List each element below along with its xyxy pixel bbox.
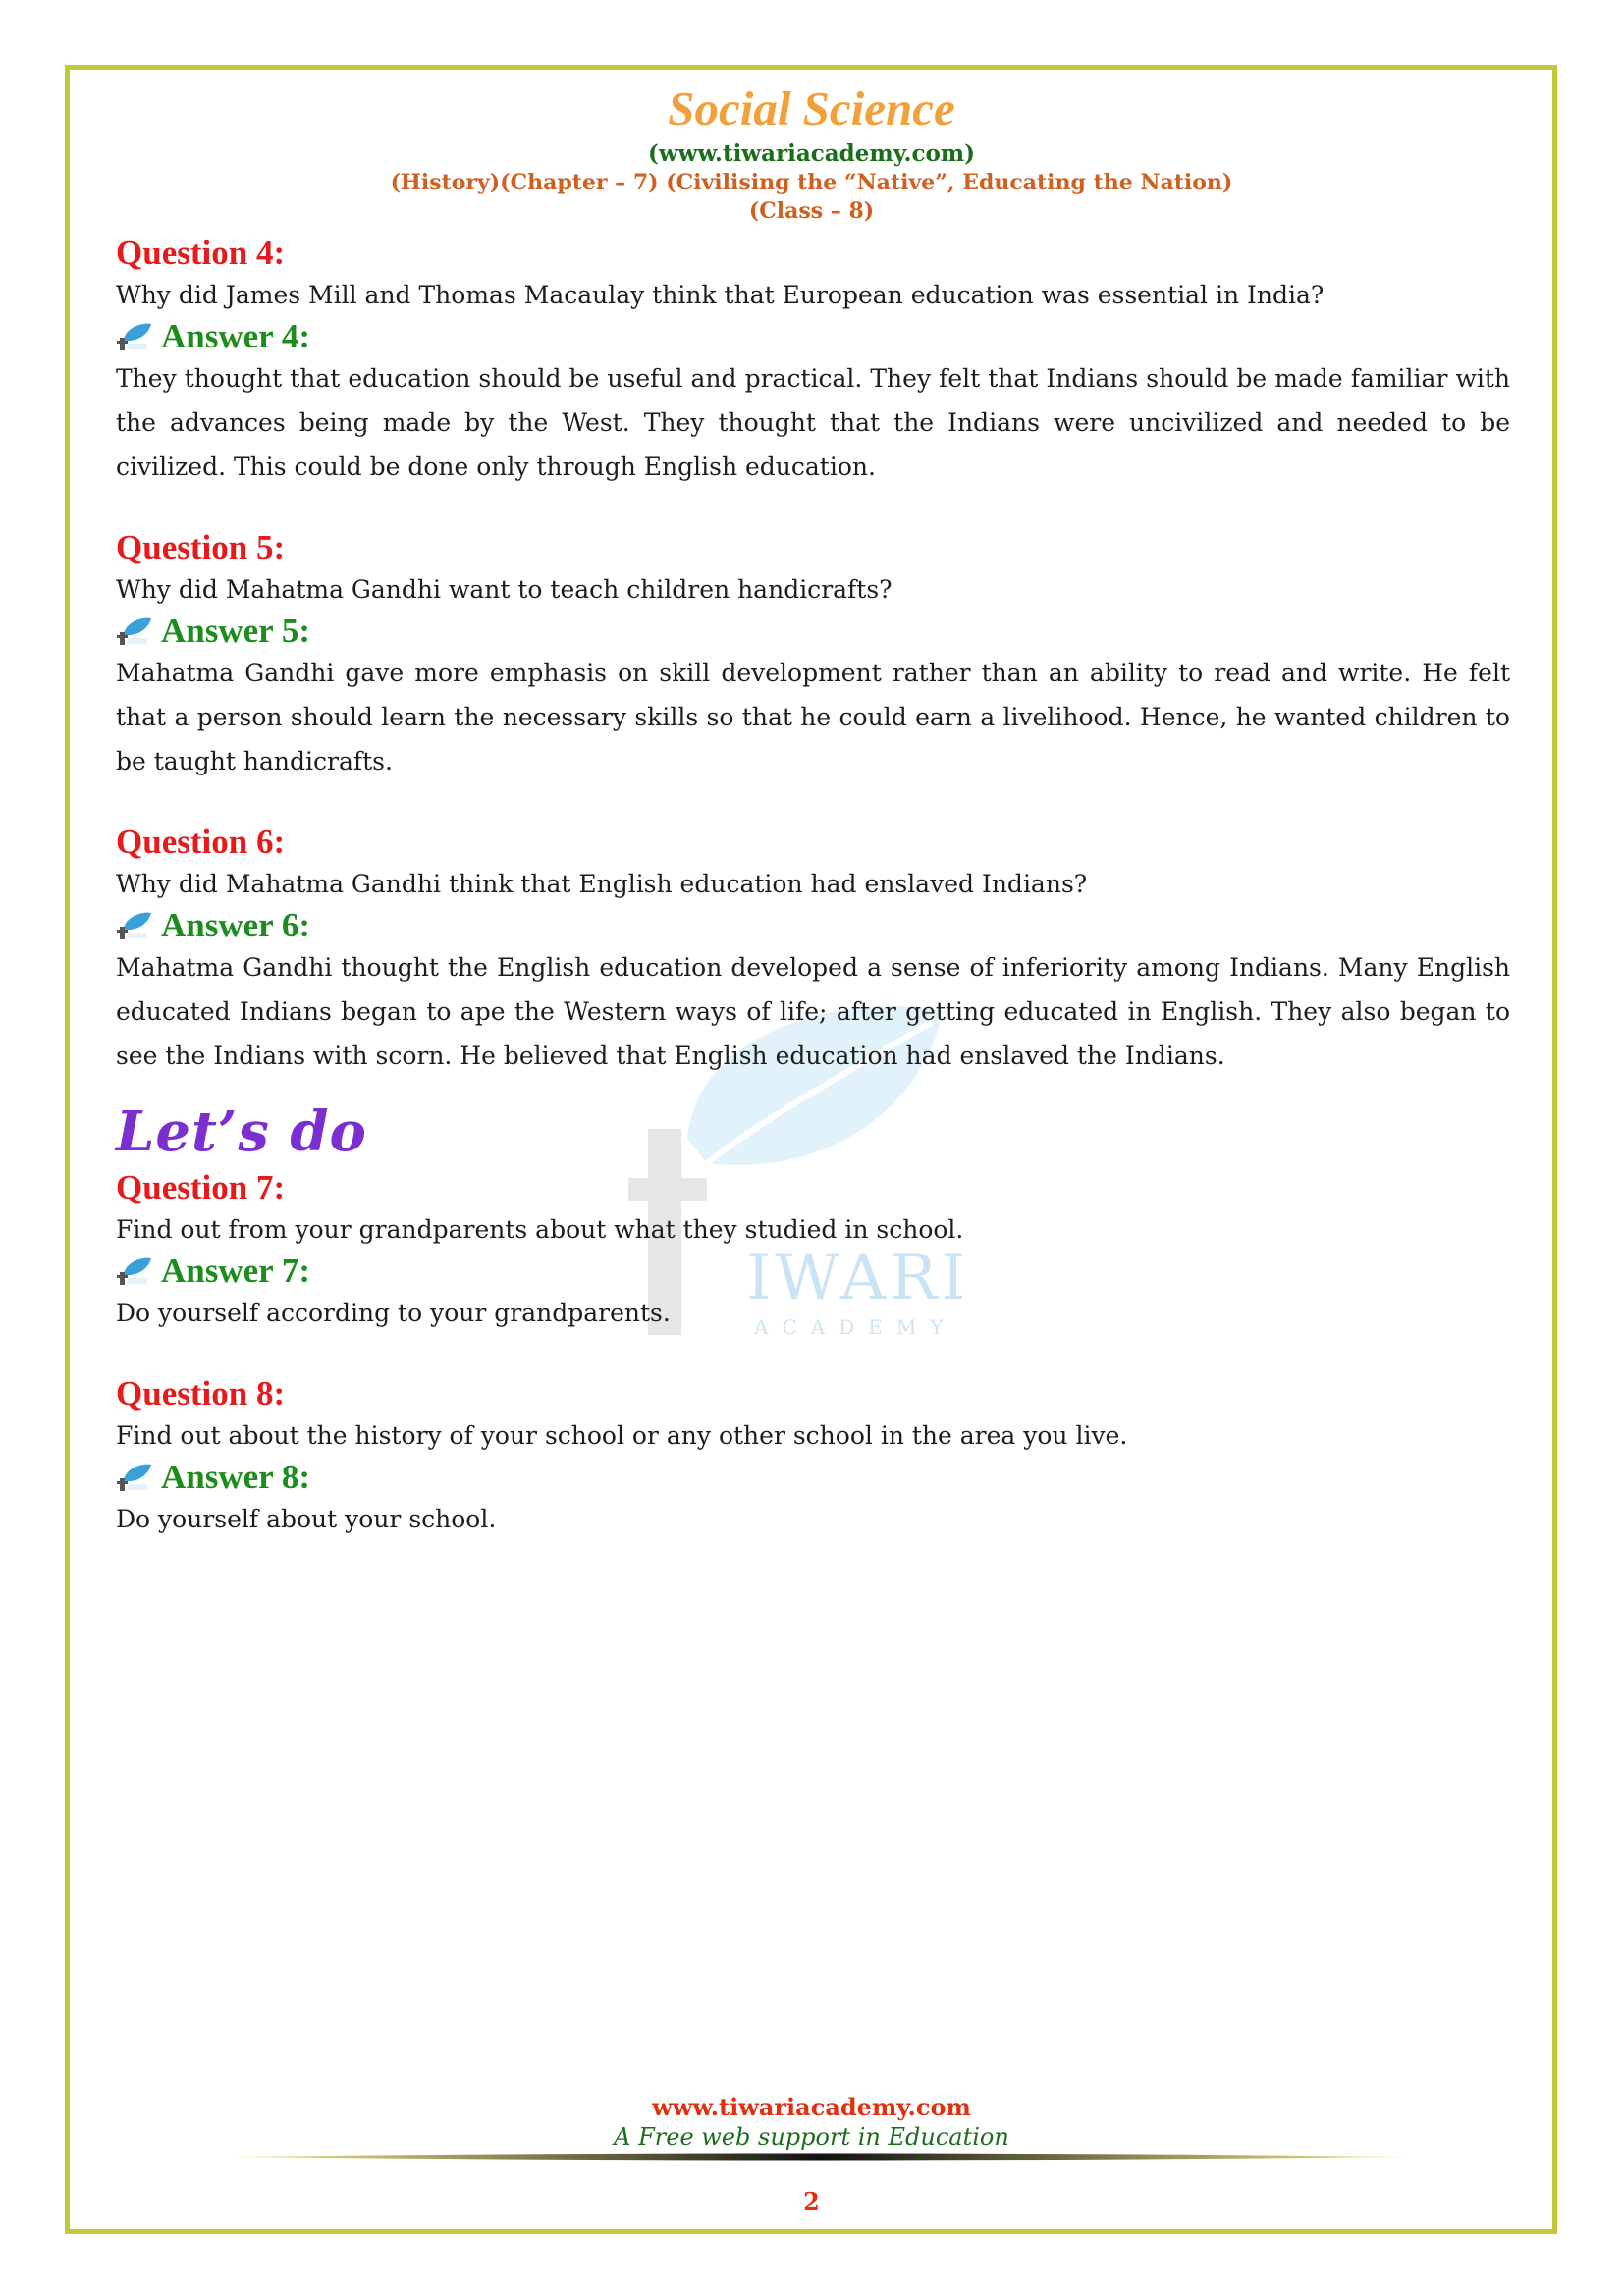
answer-label: Answer 7:: [161, 1252, 310, 1290]
page-content: [116, 234, 1510, 1580]
answer-heading: [116, 317, 1510, 356]
tiwari-leaf-icon: [116, 322, 153, 351]
tiwari-leaf-icon: [116, 1256, 153, 1286]
question-label: Question 6:: [116, 823, 286, 861]
watermark-word: IWARI: [746, 1242, 970, 1314]
footer-tagline: A Free web support in Education: [614, 2123, 1009, 2151]
header-class: (Class – 8): [748, 198, 875, 224]
answer-label: Answer 8:: [161, 1458, 310, 1496]
footer-divider: [231, 2152, 1409, 2162]
page-title: Social Science: [668, 81, 955, 135]
tiwari-leaf-icon: [116, 616, 153, 646]
question-label: Question 7:: [116, 1168, 286, 1206]
page-number: 2: [803, 2187, 820, 2216]
answer-label: Answer 4:: [161, 317, 310, 355]
answer-heading: [116, 906, 1510, 945]
question-label: Question 4:: [116, 234, 286, 272]
question-text: Why did James Mill and Thomas Macaulay think that European education was essential in India?: [116, 281, 1325, 309]
answer-label: Answer 6:: [161, 906, 310, 944]
header-site: (www.tiwariacademy.com): [647, 140, 976, 167]
question-text: Why did Mahatma Gandhi want to teach children handicrafts?: [116, 575, 893, 604]
qa-block: [116, 528, 1510, 783]
question-text: Why did Mahatma Gandhi think that English education had enslaved Indians?: [116, 870, 1088, 898]
answer-heading: [116, 612, 1510, 651]
tiwari-leaf-icon: [116, 1463, 153, 1492]
qa-block: [116, 1168, 1510, 1335]
question-text: Find out from your grandparents about what they studied in school.: [116, 1215, 964, 1244]
answer-text: Do yourself about your school.: [116, 1505, 497, 1533]
qa-block: [116, 234, 1510, 489]
page-header: [0, 79, 1623, 226]
tiwari-leaf-icon: [116, 911, 153, 940]
answer-text: They thought that education should be useful and practical. They felt that Indians should be made familiar with the advances being made by the West. They thought that the Indians were uncivilized and needed to be civilized. This could be done only through English education.: [116, 364, 1510, 481]
lets-do-heading: Let’s do: [116, 1099, 367, 1164]
watermark-sub: ACADEMY: [754, 1315, 957, 1339]
qa-block: [116, 1374, 1510, 1541]
question-text: Find out about the history of your school or any other school in the area you live.: [116, 1421, 1128, 1450]
footer-site-link[interactable]: www.tiwariacademy.com: [652, 2093, 971, 2121]
answer-text: Mahatma Gandhi thought the English education developed a sense of inferiority among Indians. Many English educated Indians began to ape the Western ways of life; after getting educated in English. They also began to see the Indians with scorn. He believed that English education had enslaved the Indians.: [116, 953, 1510, 1070]
page-footer: [0, 2093, 1623, 2152]
answer-heading: [116, 1458, 1510, 1497]
answer-label: Answer 5:: [161, 612, 310, 650]
header-chapter: (History)(Chapter – 7) (Civilising the “Native”, Educating the Nation): [390, 170, 1233, 195]
answer-text: Mahatma Gandhi gave more emphasis on skill development rather than an ability to read and write. He felt that a person should learn the necessary skills so that he could earn a livelihood. Hence, he wanted children to be taught handicrafts.: [116, 659, 1510, 775]
answer-heading: [116, 1252, 1510, 1291]
question-label: Question 5:: [116, 528, 286, 566]
answer-text: Do yourself according to your grandparents.: [116, 1299, 671, 1327]
qa-block: [116, 823, 1510, 1078]
question-label: Question 8:: [116, 1374, 286, 1413]
